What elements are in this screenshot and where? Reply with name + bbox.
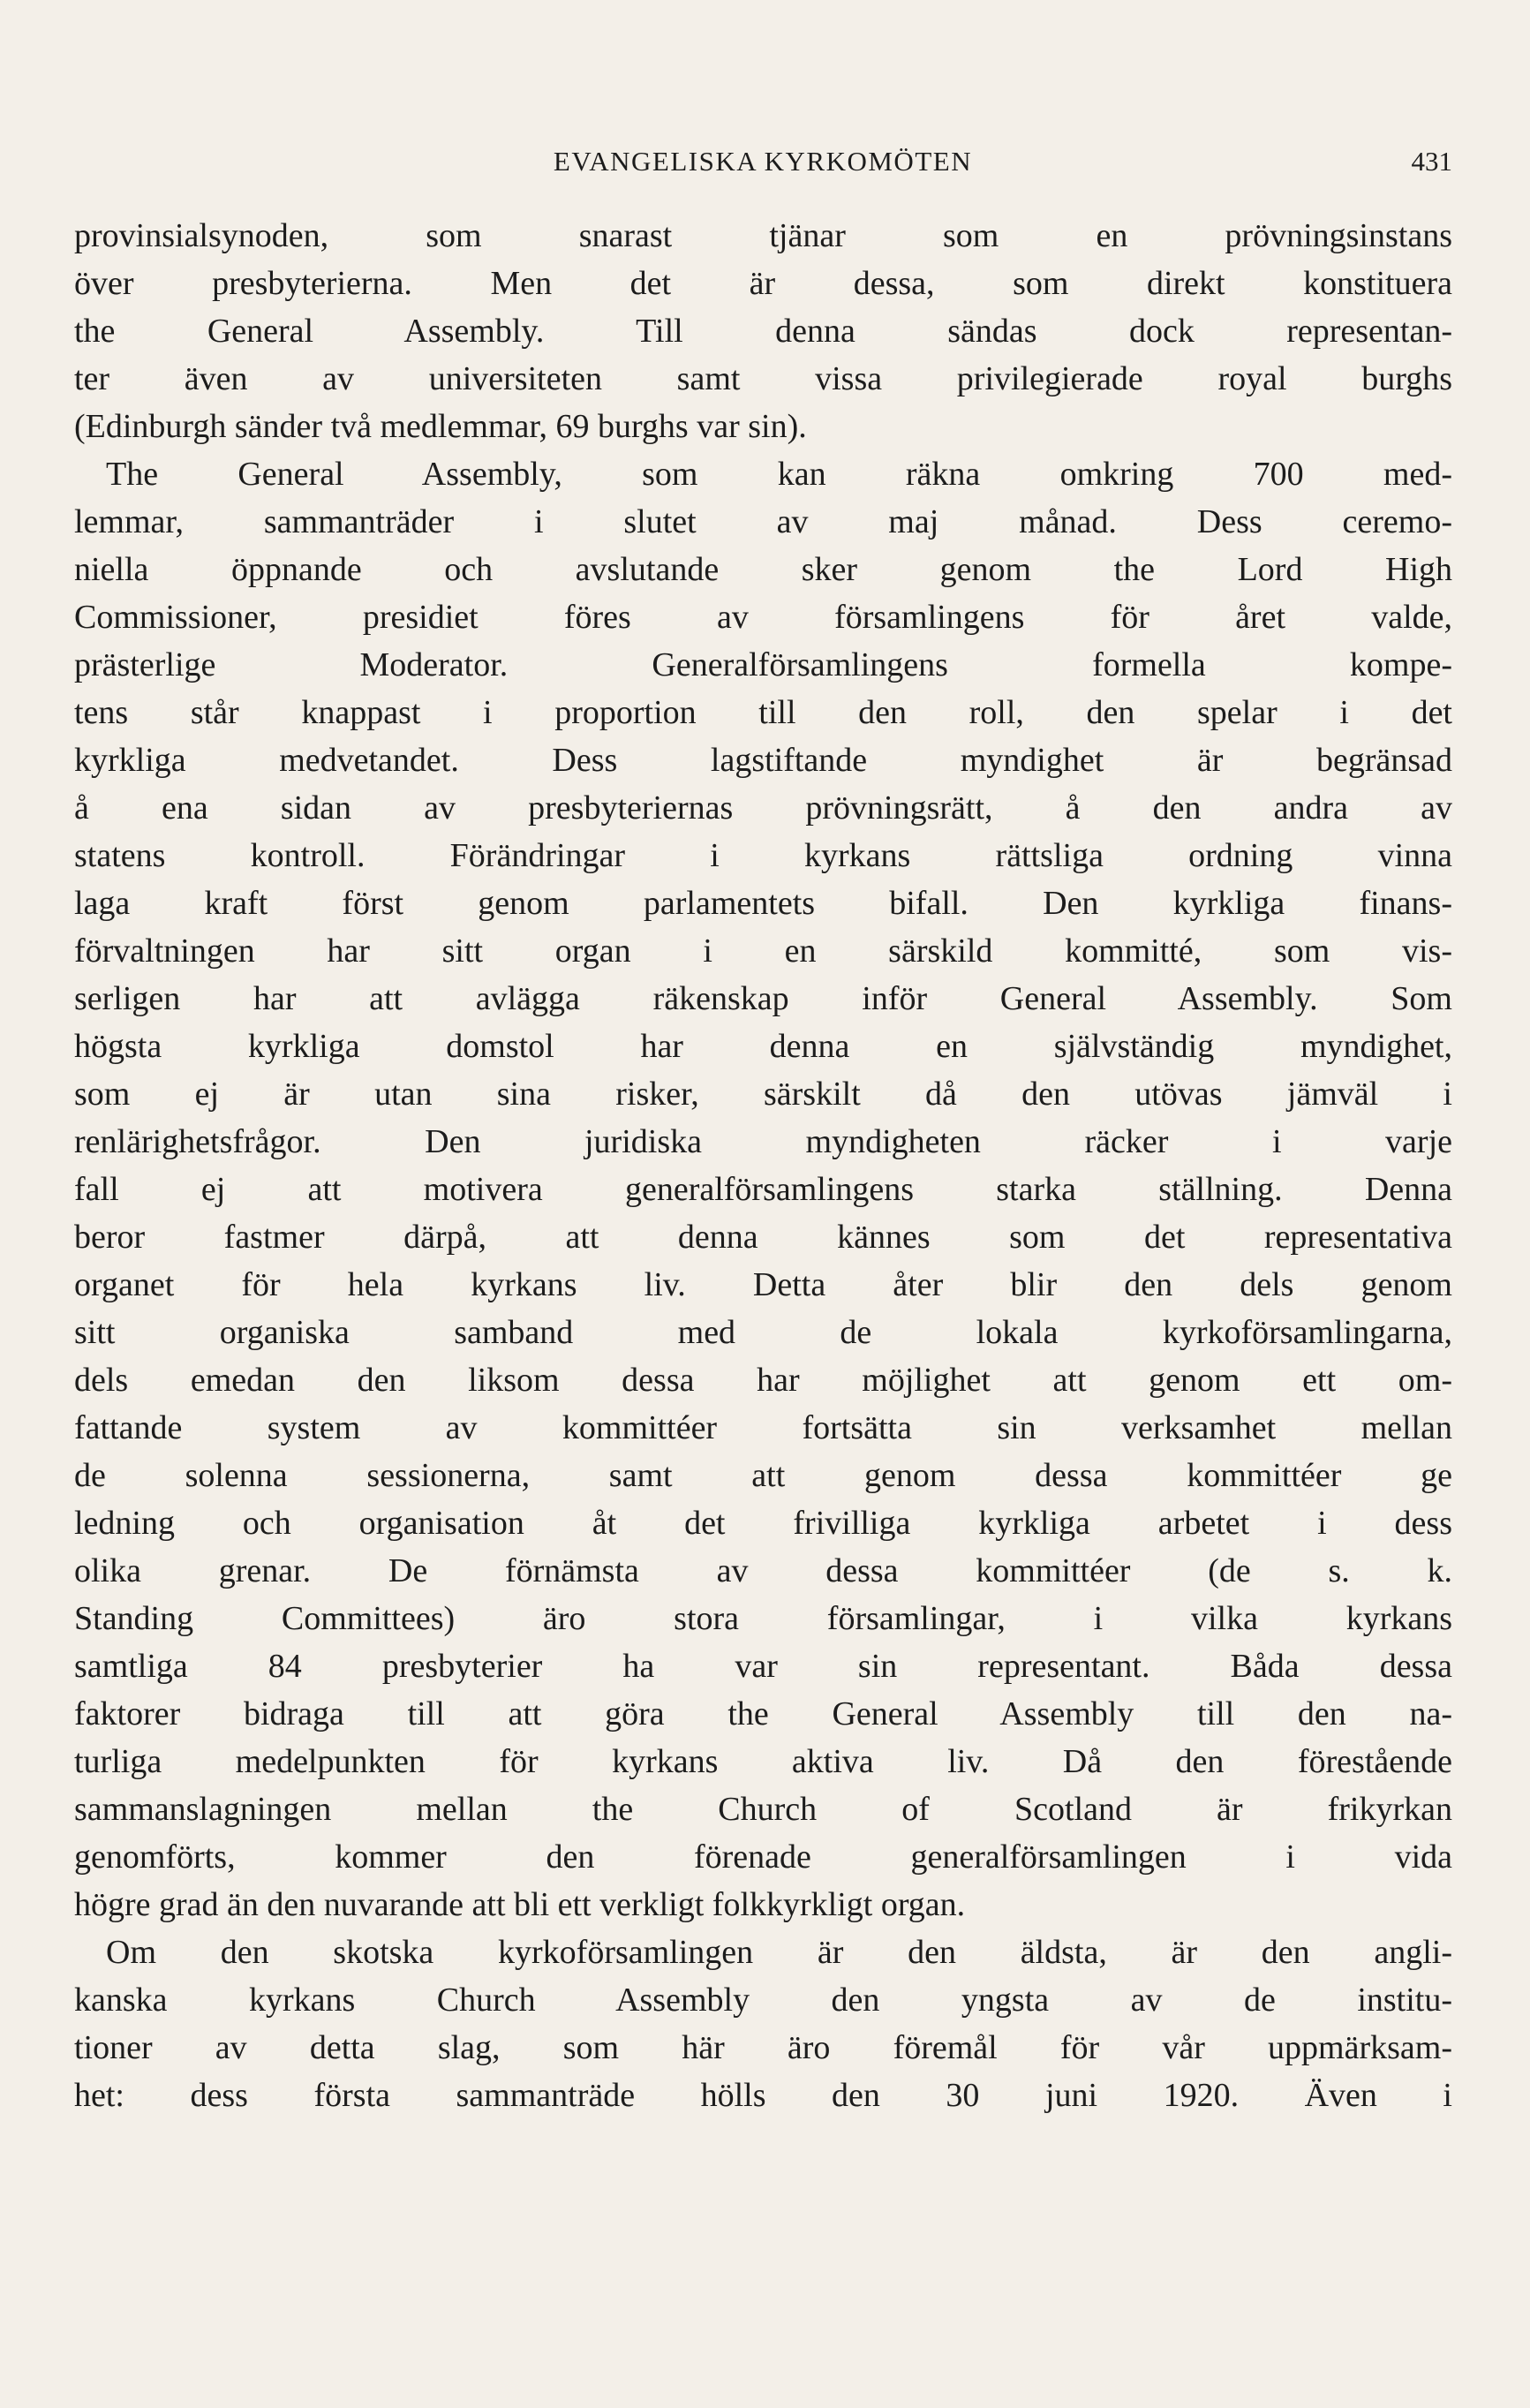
text-line: fattande system av kommittéer fortsätta sin verksamhet mellan bbox=[74, 1409, 1452, 1446]
text-line: kanska kyrkans Church Assembly den yngsta av de institu- bbox=[74, 1982, 1452, 2019]
text-line: sammanslagningen mellan the Church of Scotland är frikyrkan bbox=[74, 1791, 1452, 1828]
text-line: sitt organiska samband med de lokala kyrkoförsamlingarna, bbox=[74, 1314, 1452, 1351]
text-line: Om den skotska kyrkoförsamlingen är den äldsta, är den angli- bbox=[106, 1934, 1452, 1971]
text-line: lemmar, sammanträder i slutet av maj månad. Dess ceremo- bbox=[74, 503, 1452, 540]
text-line: ter även av universiteten samt vissa privilegierade royal burghs bbox=[74, 360, 1452, 397]
text-line: (Edinburgh sänder två medlemmar, 69 burghs var sin). bbox=[74, 408, 807, 445]
running-title: EVANGELISKA KYRKOMÖTEN bbox=[553, 146, 973, 177]
text-line: olika grenar. De förnämsta av dessa kommittéer (de s. k. bbox=[74, 1552, 1452, 1589]
text-line: samtliga 84 presbyterier ha var sin representant. Båda dessa bbox=[74, 1648, 1452, 1685]
text-line: organet för hela kyrkans liv. Detta åter blir den dels genom bbox=[74, 1266, 1452, 1303]
text-line: Commissioner, presidiet föres av församlingens för året valde, bbox=[74, 599, 1452, 636]
text-line: som ej är utan sina risker, särskilt då den utövas jämväl i bbox=[74, 1076, 1452, 1113]
text-line: kyrkliga medvetandet. Dess lagstiftande myndighet är begränsad bbox=[74, 742, 1452, 779]
text-line: renlärighetsfrågor. Den juridiska myndigheten räcker i varje bbox=[74, 1123, 1452, 1160]
text-line: beror fastmer därpå, att denna kännes som det representativa bbox=[74, 1219, 1452, 1256]
text-line: å ena sidan av presbyteriernas prövningsrätt, å den andra av bbox=[74, 789, 1452, 827]
text-line: het: dess första sammanträde hölls den 30 juni 1920. Även i bbox=[74, 2077, 1452, 2114]
text-line: turliga medelpunkten för kyrkans aktiva liv. Då den förestående bbox=[74, 1743, 1452, 1780]
text-line: the General Assembly. Till denna sändas dock representan- bbox=[74, 313, 1452, 350]
text-line: över presbyterierna. Men det är dessa, som direkt konstituera bbox=[74, 265, 1452, 302]
text-line: förvaltningen har sitt organ i en särskild kommitté, som vis- bbox=[74, 932, 1452, 970]
body-text bbox=[74, 212, 1452, 2119]
text-line: faktorer bidraga till att göra the General Assembly till den na- bbox=[74, 1695, 1452, 1732]
text-line: dels emedan den liksom dessa har möjlighet att genom ett om- bbox=[74, 1362, 1452, 1399]
text-line: högsta kyrkliga domstol har denna en självständig myndighet, bbox=[74, 1028, 1452, 1065]
text-line: tioner av detta slag, som här äro föremål för vår uppmärksam- bbox=[74, 2029, 1452, 2066]
text-line: provinsialsynoden, som snarast tjänar som en prövningsinstans bbox=[74, 217, 1452, 254]
text-line: niella öppnande och avslutande sker genom the Lord High bbox=[74, 551, 1452, 588]
text-line: prästerlige Moderator. Generalförsamlingens formella kompe- bbox=[74, 646, 1452, 683]
text-line: ledning och organisation åt det frivilliga kyrkliga arbetet i dess bbox=[74, 1505, 1452, 1542]
text-line: genomförts, kommer den förenade generalförsamlingen i vida bbox=[74, 1838, 1452, 1876]
text-line: tens står knappast i proportion till den roll, den spelar i det bbox=[74, 694, 1452, 731]
running-header bbox=[73, 140, 1452, 184]
page-number: 431 bbox=[1411, 146, 1452, 177]
text-line: Standing Committees) äro stora församlingar, i vilka kyrkans bbox=[74, 1600, 1452, 1637]
text-line: de solenna sessionerna, samt att genom dessa kommittéer ge bbox=[74, 1457, 1452, 1494]
text-line: statens kontroll. Förändringar i kyrkans rättsliga ordning vinna bbox=[74, 837, 1452, 874]
text-line: serligen har att avlägga räkenskap inför General Assembly. Som bbox=[74, 980, 1452, 1017]
text-line: fall ej att motivera generalförsamlingens starka ställning. Denna bbox=[74, 1171, 1452, 1208]
text-line: högre grad än den nuvarande att bli ett verkligt folkkyrkligt organ. bbox=[74, 1886, 966, 1923]
text-line: laga kraft först genom parlamentets bifall. Den kyrkliga finans- bbox=[74, 885, 1452, 922]
text-line: The General Assembly, som kan räkna omkring 700 med- bbox=[106, 456, 1452, 493]
